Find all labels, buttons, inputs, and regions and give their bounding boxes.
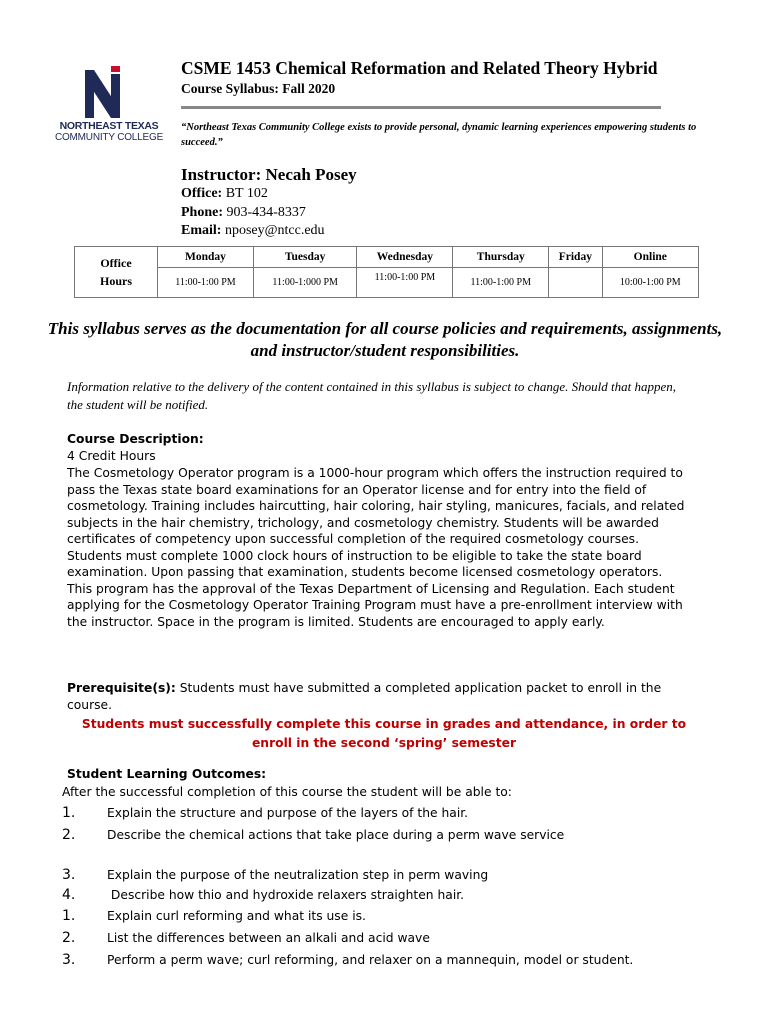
- course-description-heading: Course Description:: [67, 432, 204, 446]
- list-number: 4.: [62, 887, 76, 903]
- day-header: Monday: [158, 247, 254, 268]
- change-notice: Information relative to the delivery of the content contained in this syllabus is subject to change. Should that happen, the student will be notified.: [67, 379, 676, 412]
- list-number: 2.: [62, 930, 76, 946]
- list-number: 3.: [62, 867, 76, 883]
- instructor-heading: Instructor: Necah Posey: [181, 165, 357, 184]
- enrollment-warning: Students must successfully complete this course in grades and attendance, in order to enroll in the second ‘spring’ semester: [81, 717, 687, 750]
- day-header: Thursday: [453, 247, 549, 268]
- list-number: 2.: [62, 827, 76, 843]
- office-value: BT 102: [225, 186, 268, 201]
- list-number: 1.: [62, 805, 76, 821]
- office-hours-label: Office Hours: [75, 247, 158, 298]
- list-text: Explain the purpose of the neutralization step in perm waving: [107, 868, 489, 882]
- hours-cell: 10:00-1:00 PM: [602, 268, 698, 298]
- office-line: [181, 186, 268, 202]
- phone-line: [181, 205, 306, 221]
- hours-cell: [549, 268, 602, 298]
- office-hours-table: [74, 246, 699, 298]
- email-label: Email:: [181, 223, 222, 238]
- list-text: Perform a perm wave; curl reforming, and relaxer on a mannequin, model or student.: [107, 953, 634, 967]
- day-header: Wednesday: [357, 247, 453, 268]
- hours-cell: 11:00-1:00 PM: [158, 268, 254, 298]
- list-number: 1.: [62, 908, 76, 924]
- prerequisite-paragraph: [67, 680, 667, 714]
- learning-outcomes-heading: Student Learning Outcomes:: [67, 767, 267, 781]
- prerequisite-label: Prerequisite(s):: [67, 681, 176, 695]
- prerequisite-text: Students must have submitted a completed application packet to enroll in the course.: [67, 681, 662, 712]
- logo-line-1: NORTHEAST TEXAS: [59, 120, 159, 132]
- college-n-logo-icon: [85, 66, 129, 118]
- phone-value: 903-434-8337: [226, 205, 306, 220]
- college-logo: [54, 66, 164, 148]
- course-subtitle: Course Syllabus: Fall 2020: [181, 81, 336, 96]
- mission-statement: “Northeast Texas Community College exists to provide personal, dynamic learning experiences empowering students to succeed.”: [181, 122, 697, 148]
- hours-cell: 11:00-1:000 PM: [253, 268, 357, 298]
- logo-line-2: COMMUNITY COLLEGE: [54, 132, 164, 143]
- day-header: Online: [602, 247, 698, 268]
- office-label: Office:: [181, 186, 223, 201]
- learning-outcomes-intro: After the successful completion of this course the student will be able to:: [62, 785, 512, 799]
- hours-cell: 11:00-1:00 PM: [357, 268, 453, 298]
- email-line: [181, 223, 325, 239]
- list-text: List the differences between an alkali and acid wave: [107, 931, 430, 945]
- syllabus-statement: This syllabus serves as the documentation for all course policies and requirements, assignments, and instructor/student responsibilities.: [47, 319, 723, 360]
- header-divider: [181, 106, 661, 109]
- phone-label: Phone:: [181, 205, 223, 220]
- hours-cell: 11:00-1:00 PM: [453, 268, 549, 298]
- day-header: Tuesday: [253, 247, 357, 268]
- list-text: Explain the structure and purpose of the layers of the hair.: [107, 806, 469, 820]
- course-description-text: The Cosmetology Operator program is a 1000-hour program which offers the instruction required to pass the Texas state board examinations for an Operator license and for entry into the field of cosmetology. Training includes haircutting, hair coloring, hair styling, manicures, facials, and related subjects in the hair chemistry, trichology, and cosmetology chemistry. Students will be awarded certificates of competency upon successful completion of the required cosmetology courses. Students must complete 1000 clock hours of instruction to be eligible to take the state board examination. Upon passing that examination, students become licensed cosmetology operators. This program has the approval of the Texas Department of Licensing and Regulation. Each student applying for the Cosmetology Operator Training Program must have a pre-enrollment interview with the instructor. Space in the program is limited. Students are encouraged to apply early.: [67, 466, 685, 629]
- email-link[interactable]: nposey@ntcc.edu: [224, 223, 325, 238]
- list-text: Describe the chemical actions that take place during a perm wave service: [107, 828, 565, 842]
- list-number: 3.: [62, 952, 76, 968]
- course-title: CSME 1453 Chemical Reformation and Related Theory Hybrid: [181, 58, 658, 78]
- credit-hours: 4 Credit Hours: [67, 449, 156, 463]
- list-text: Describe how thio and hydroxide relaxers straighten hair.: [107, 888, 465, 902]
- list-text: Explain curl reforming and what its use is.: [107, 909, 366, 923]
- day-header: Friday: [549, 247, 602, 268]
